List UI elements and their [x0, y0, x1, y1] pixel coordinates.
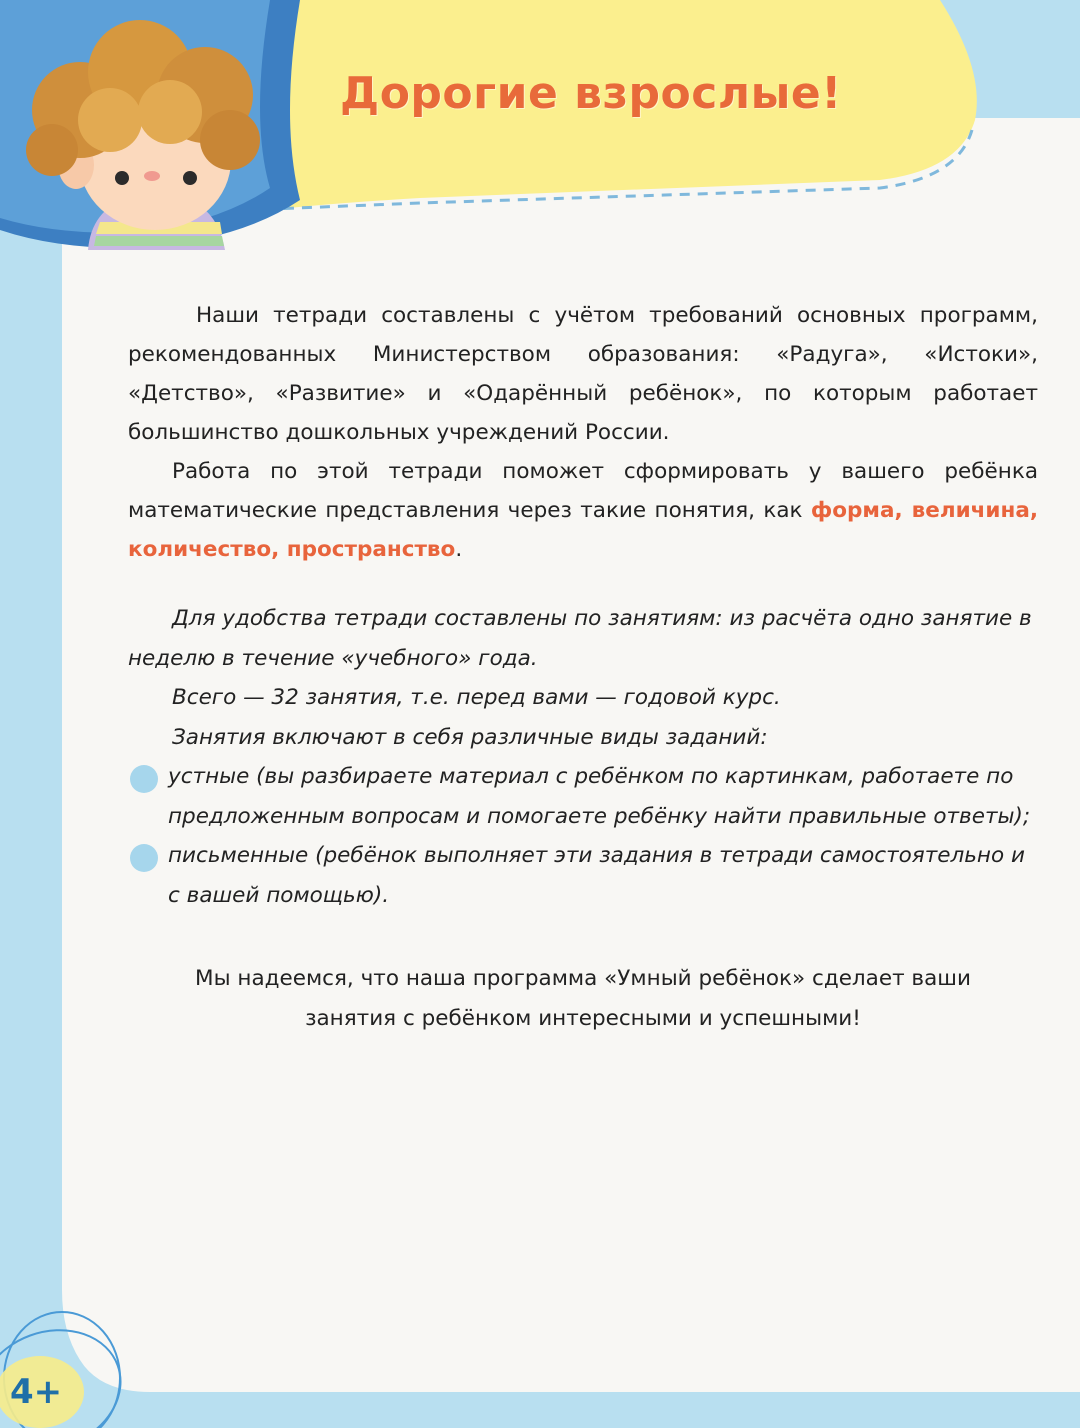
details-line-3: Занятия включают в себя различные виды заданий: — [172, 724, 768, 750]
bullet-circle-icon — [130, 844, 158, 872]
lesson-details — [128, 599, 1038, 915]
details-line-2: Всего — 32 занятия, т.е. перед вами — годовой курс. — [172, 685, 781, 710]
intro-paragraph-2-end: . — [455, 537, 463, 562]
intro-paragraph-2 — [128, 452, 1038, 569]
page-title: Дорогие взрослые! — [340, 68, 842, 119]
details-line-1: Для удобства тетради составлены по занятиям: из расчёта одно занятие в неделю в течение «учебного» года. — [128, 606, 1032, 671]
math-concepts-highlight: форма, величина, количество, пространство — [128, 498, 1038, 562]
closing-message — [128, 959, 1038, 1039]
list-item — [128, 757, 1038, 836]
bullet-text-oral: устные (вы разбираете материал с ребёнком по картинкам, работаете по предложенным вопросам и помогаете ребёнку найти правильные ответы); — [168, 764, 1031, 829]
intro-paragraph-1: Наши тетради составлены с учётом требований основных программ, рекомендованных Министерством образования: «Радуга», «Истоки», «Детство», «Развитие» и «Одарённый ребёнок», по которым работает большинство дошкольных учреждений России. — [128, 303, 1038, 445]
list-item — [128, 836, 1038, 915]
bullet-circle-icon — [130, 765, 158, 793]
intro-paragraph-2-start: Работа по этой тетради поможет сформировать у вашего ребёнка математические представления через такие понятия, как — [128, 459, 1038, 523]
bullet-text-written: письменные (ребёнок выполняет эти задания в тетради самостоятельно и с вашей помощью). — [168, 843, 1025, 908]
age-badge: 4+ — [10, 1372, 63, 1412]
closing-line-1: Мы надеемся, что наша программа «Умный ребёнок» сделает ваши — [195, 966, 971, 991]
main-text — [128, 296, 1038, 1039]
closing-line-2: занятия с ребёнком интересными и успешными! — [305, 1006, 861, 1031]
